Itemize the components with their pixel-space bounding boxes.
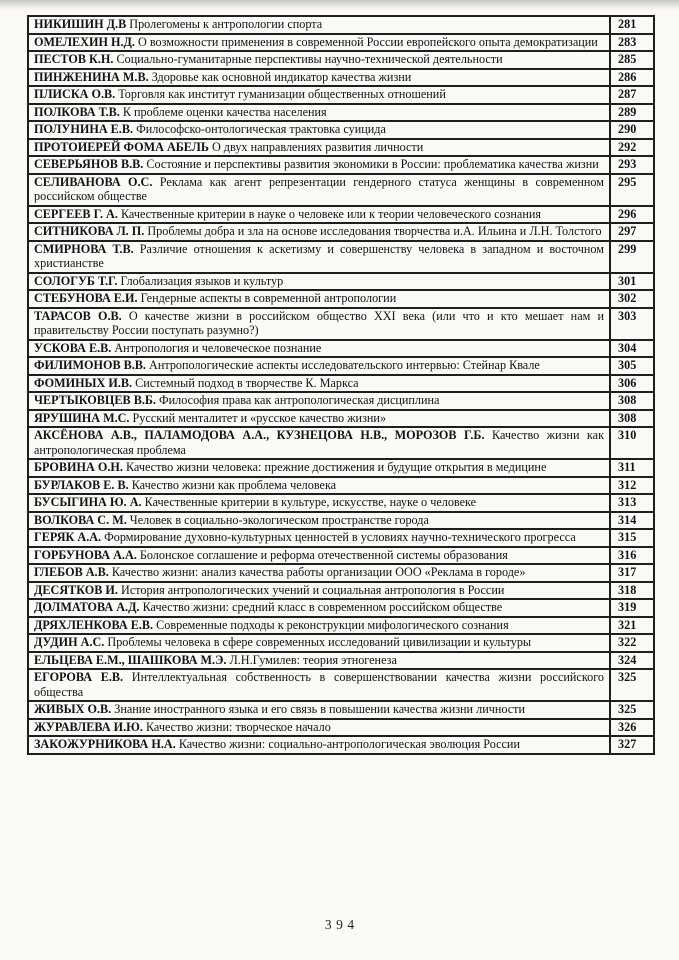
- entry-title: Русский менталитет и «русское качество жизни»: [132, 410, 387, 425]
- entry-page: 297: [610, 223, 654, 241]
- entry-title: Качество жизни как проблема человека: [131, 477, 337, 492]
- entry-title-cell: [28, 375, 610, 393]
- entry-page: 283: [610, 34, 654, 52]
- toc-entry-row: [28, 34, 654, 52]
- entry-title: Знание иностранного языка и его связь в повышении качества жизни личности: [114, 702, 526, 716]
- entry-title-cell: [28, 494, 610, 512]
- entry-author: СМИРНОВА Т.В.: [34, 241, 134, 256]
- entry-page: 327: [610, 736, 654, 754]
- entry-page: 287: [610, 86, 654, 104]
- entry-title-cell: [28, 121, 610, 139]
- toc-entry-row: [28, 223, 654, 241]
- entry-title: Антропология и человеческое познание: [114, 340, 322, 355]
- entry-page: 325: [610, 701, 654, 719]
- toc-entry-row: [28, 564, 654, 582]
- entry-page: 321: [610, 617, 654, 635]
- entry-author: СЕЛИВАНОВА О.С.: [34, 174, 153, 189]
- toc-entry-row: [28, 139, 654, 157]
- entry-title: Качество жизни: средний класс в современном российском обществе: [142, 600, 503, 614]
- entry-author: НИКИШИН Д.В: [34, 17, 127, 31]
- entry-title-cell: [28, 16, 610, 34]
- entry-title: Реклама как агент репрезентации гендерного статуса женщины в современном российском обществе: [34, 174, 605, 203]
- toc-entry-row: [28, 51, 654, 69]
- entry-author: БУРЛАКОВ Е. В.: [34, 477, 129, 492]
- entry-page: 312: [610, 477, 654, 495]
- entry-page: 281: [610, 16, 654, 34]
- entry-author: ПОЛУНИНА Е.В.: [34, 122, 134, 136]
- entry-author: СЕВЕРЬЯНОВ В.В.: [34, 157, 144, 171]
- toc-entry-row: [28, 340, 654, 358]
- entry-title: Философия права как антропологическая дисциплина: [159, 393, 440, 407]
- entry-title-cell: [28, 634, 610, 652]
- entry-author: ВОЛКОВА С. М.: [34, 512, 127, 527]
- toc-entry-row: [28, 547, 654, 565]
- entry-author: ГОРБУНОВА А.А.: [34, 547, 137, 562]
- entry-title-cell: [28, 512, 610, 530]
- entry-author: БУСЫГИНА Ю. А.: [34, 495, 142, 509]
- entry-page: 319: [610, 599, 654, 617]
- entry-author: ПЕСТОВ К.Н.: [34, 52, 114, 66]
- entry-title: Качество жизни: творческое начало: [145, 719, 331, 734]
- entry-author: ТАРАСОВ О.В.: [34, 308, 122, 323]
- toc-entry-row: [28, 104, 654, 122]
- entry-title-cell: [28, 340, 610, 358]
- toc-entry-row: [28, 459, 654, 477]
- entry-title-cell: [28, 104, 610, 122]
- entry-page: 325: [610, 669, 654, 701]
- entry-author: ДРЯХЛЕНКОВА Е.В.: [34, 617, 154, 632]
- entry-title: К проблеме оценки качества населения: [122, 104, 327, 119]
- toc-entry-row: [28, 494, 654, 512]
- entry-author: СИТНИКОВА Л. П.: [34, 224, 145, 238]
- toc-entry-row: [28, 357, 654, 375]
- entry-title-cell: [28, 459, 610, 477]
- toc-entry-row: [28, 392, 654, 410]
- entry-page: 305: [610, 357, 654, 375]
- entry-author: ПЛИСКА О.В.: [34, 87, 116, 101]
- entry-page: 308: [610, 410, 654, 428]
- entry-page: 308: [610, 392, 654, 410]
- toc-entry-row: [28, 16, 654, 34]
- entry-title: Современные подходы к реконструкции мифологического сознания: [156, 617, 509, 632]
- entry-title-cell: [28, 701, 610, 719]
- entry-title-cell: [28, 427, 610, 459]
- entry-title-cell: [28, 34, 610, 52]
- entry-author: ЖИВЫХ О.В.: [34, 702, 112, 716]
- toc-entry-row: [28, 241, 654, 273]
- toc-entry-row: [28, 427, 654, 459]
- toc-entry-row: [28, 156, 654, 174]
- toc-entry-row: [28, 174, 654, 206]
- entry-title-cell: [28, 547, 610, 565]
- entry-title-cell: [28, 139, 610, 157]
- entry-title-cell: [28, 736, 610, 754]
- entry-title: Качество жизни человека: прежние достижения и будущие открытия в медицине: [125, 460, 547, 474]
- entry-title-cell: [28, 477, 610, 495]
- entry-page: 316: [610, 547, 654, 565]
- entry-author: СОЛОГУБ Т.Г.: [34, 273, 118, 288]
- entry-title-cell: [28, 206, 610, 224]
- entry-page: 304: [610, 340, 654, 358]
- entry-title: Качество жизни как антропологическая проблема: [34, 428, 605, 457]
- entry-author: СЕРГЕЕВ Г. А.: [34, 206, 118, 221]
- entry-author: АКСЁНОВА А.В., ПАЛАМОДОВА А.А., КУЗНЕЦОВА Н.В., МОРОЗОВ Г.Б.: [34, 428, 485, 442]
- entry-title-cell: [28, 156, 610, 174]
- entry-page: 317: [610, 564, 654, 582]
- entry-author: ДЕСЯТКОВ И.: [34, 582, 118, 597]
- entry-title-cell: [28, 86, 610, 104]
- toc-entry-row: [28, 512, 654, 530]
- entry-author: ГЛЕБОВ А.В.: [34, 565, 109, 579]
- entry-title: Системный подход в творчестве К. Маркса: [135, 375, 359, 390]
- entry-author: УСКОВА Е.В.: [34, 340, 112, 355]
- entry-title-cell: [28, 51, 610, 69]
- entry-author: ЕЛЬЦЕВА Е.М., ШАШКОВА М.Э.: [34, 652, 227, 667]
- entry-page: 306: [610, 375, 654, 393]
- entry-title-cell: [28, 357, 610, 375]
- entry-author: ФОМИНЫХ И.В.: [34, 375, 133, 390]
- entry-author: СТЕБУНОВА Е.И.: [34, 291, 138, 305]
- entry-title-cell: [28, 599, 610, 617]
- entry-page: 293: [610, 156, 654, 174]
- toc-entry-row: [28, 634, 654, 652]
- entry-title-cell: [28, 308, 610, 340]
- entry-title-cell: [28, 174, 610, 206]
- entry-page: 286: [610, 69, 654, 87]
- entry-title: Гендерные аспекты в современной антропологии: [140, 291, 397, 305]
- entry-page: 314: [610, 512, 654, 530]
- entry-page: 313: [610, 494, 654, 512]
- entry-author: ДОЛМАТОВА А.Д.: [34, 600, 140, 614]
- toc-entry-row: [28, 206, 654, 224]
- entry-title: Состояние и перспективы развития экономики в России: проблематика качества жизни: [146, 157, 599, 171]
- toc-body: [28, 16, 654, 754]
- entry-title: Формирование духовно-культурных ценностей в условиях научно-технического прогресса: [104, 530, 576, 544]
- entry-page: 310: [610, 427, 654, 459]
- entry-title: История антропологических учений и социальная антропология в России: [121, 582, 505, 597]
- entry-title-cell: [28, 652, 610, 670]
- entry-title: Социально-гуманитарные перспективы научно-технической деятельности: [116, 52, 503, 66]
- entry-title: Философско-онтологическая трактовка суицида: [136, 122, 386, 136]
- entry-title: Проблемы человека в сфере современных исследований цивилизации и культуры: [107, 635, 532, 649]
- entry-page: 315: [610, 529, 654, 547]
- toc-entry-row: [28, 701, 654, 719]
- toc-entry-row: [28, 736, 654, 754]
- entry-title: Качество жизни: социально-антропологическая эволюция России: [178, 737, 520, 751]
- entry-title: Л.Н.Гумилев: теория этногенеза: [229, 652, 397, 667]
- toc-entry-row: [28, 410, 654, 428]
- entry-author: ЧЕРТЫКОВЦЕВ В.Б.: [34, 393, 156, 407]
- toc-entry-row: [28, 86, 654, 104]
- toc-entry-row: [28, 652, 654, 670]
- toc-entry-row: [28, 69, 654, 87]
- entry-title: Торговля как институт гуманизации общественных отношений: [118, 87, 446, 101]
- footer-page-number: 394: [324, 917, 359, 932]
- toc-entry-row: [28, 273, 654, 291]
- toc-table: [27, 15, 655, 755]
- toc-entry-row: [28, 719, 654, 737]
- entry-page: 296: [610, 206, 654, 224]
- entry-author: ФИЛИМОНОВ В.В.: [34, 358, 146, 372]
- entry-title-cell: [28, 69, 610, 87]
- entry-title-cell: [28, 223, 610, 241]
- entry-author: ПОЛКОВА Т.В.: [34, 104, 120, 119]
- toc-entry-row: [28, 375, 654, 393]
- entry-page: 302: [610, 290, 654, 308]
- entry-title-cell: [28, 290, 610, 308]
- entry-page: 322: [610, 634, 654, 652]
- entry-page: 285: [610, 51, 654, 69]
- entry-title: Качественные критерии в культуре, искусстве, науке о человеке: [144, 495, 477, 509]
- entry-title-cell: [28, 669, 610, 701]
- entry-title-cell: [28, 719, 610, 737]
- toc-entry-row: [28, 617, 654, 635]
- entry-title-cell: [28, 564, 610, 582]
- entry-page: 311: [610, 459, 654, 477]
- entry-page: 301: [610, 273, 654, 291]
- entry-title-cell: [28, 392, 610, 410]
- entry-title: Пролегомены к антропологии спорта: [129, 17, 323, 31]
- toc-entry-row: [28, 308, 654, 340]
- entry-author: ЗАКОЖУРНИКОВА Н.А.: [34, 737, 176, 751]
- entry-title-cell: [28, 410, 610, 428]
- toc-entry-row: [28, 669, 654, 701]
- entry-title: Различие отношения к аскетизму и совершенству человека в западном и восточном христианстве: [34, 241, 605, 270]
- entry-author: ОМЕЛЕХИН Н.Д.: [34, 34, 135, 49]
- entry-title-cell: [28, 529, 610, 547]
- entry-page: 326: [610, 719, 654, 737]
- entry-author: ПИНЖЕНИНА М.В.: [34, 69, 149, 84]
- entry-title-cell: [28, 273, 610, 291]
- entry-title-cell: [28, 582, 610, 600]
- toc-entry-row: [28, 477, 654, 495]
- entry-title-cell: [28, 241, 610, 273]
- entry-author: ДУДИН А.С.: [34, 635, 105, 649]
- entry-author: ЯРУШИНА М.С.: [34, 410, 130, 425]
- entry-title-cell: [28, 617, 610, 635]
- entry-title: О возможности применения в современной России европейского опыта демократизации: [137, 34, 598, 49]
- entry-author: ПРОТОИЕРЕЙ ФОМА АБЕЛЬ: [34, 139, 209, 154]
- entry-page: 292: [610, 139, 654, 157]
- entry-page: 324: [610, 652, 654, 670]
- entry-page: 318: [610, 582, 654, 600]
- entry-page: 290: [610, 121, 654, 139]
- entry-title: Качественные критерии в науке о человеке или к теории человеческого сознания: [120, 206, 541, 221]
- entry-title: Здоровье как основной индикатор качества жизни: [151, 69, 412, 84]
- toc-entry-row: [28, 121, 654, 139]
- toc-entry-row: [28, 290, 654, 308]
- toc-entry-row: [28, 599, 654, 617]
- entry-title: Болонское соглашение и реформа отечественной системы образования: [139, 547, 508, 562]
- entry-author: БРОВИНА О.Н.: [34, 460, 123, 474]
- entry-page: 303: [610, 308, 654, 340]
- entry-page: 289: [610, 104, 654, 122]
- entry-page: 295: [610, 174, 654, 206]
- entry-title: Проблемы добра и зла на основе исследования творчества и.А. Ильина и Л.Н. Толстого: [147, 224, 602, 238]
- entry-title: Антропологические аспекты исследовательского интервью: Стейнар Квале: [149, 358, 540, 372]
- entry-title: Качество жизни: анализ качества работы организации ООО «Реклама в городе»: [111, 565, 526, 579]
- entry-title: Человек в социально-экологическом пространстве города: [129, 512, 429, 527]
- entry-page: 299: [610, 241, 654, 273]
- entry-title: Интеллектуальная собственность в совершенствовании качества жизни российского общества: [34, 670, 604, 699]
- toc-entry-row: [28, 582, 654, 600]
- entry-author: ЕГОРОВА Е.В.: [34, 670, 124, 684]
- entry-author: ЖУРАВЛЕВА И.Ю.: [34, 719, 143, 734]
- entry-title: О двух направлениях развития личности: [211, 139, 424, 154]
- entry-title: О качестве жизни в российском общество XXI века (или что и кто мешает нам и правительству России поступать разумно?): [34, 308, 604, 337]
- toc-entry-row: [28, 529, 654, 547]
- entry-title: Глобализация языков и культур: [120, 273, 284, 288]
- entry-author: ГЕРЯК А.А.: [34, 530, 102, 544]
